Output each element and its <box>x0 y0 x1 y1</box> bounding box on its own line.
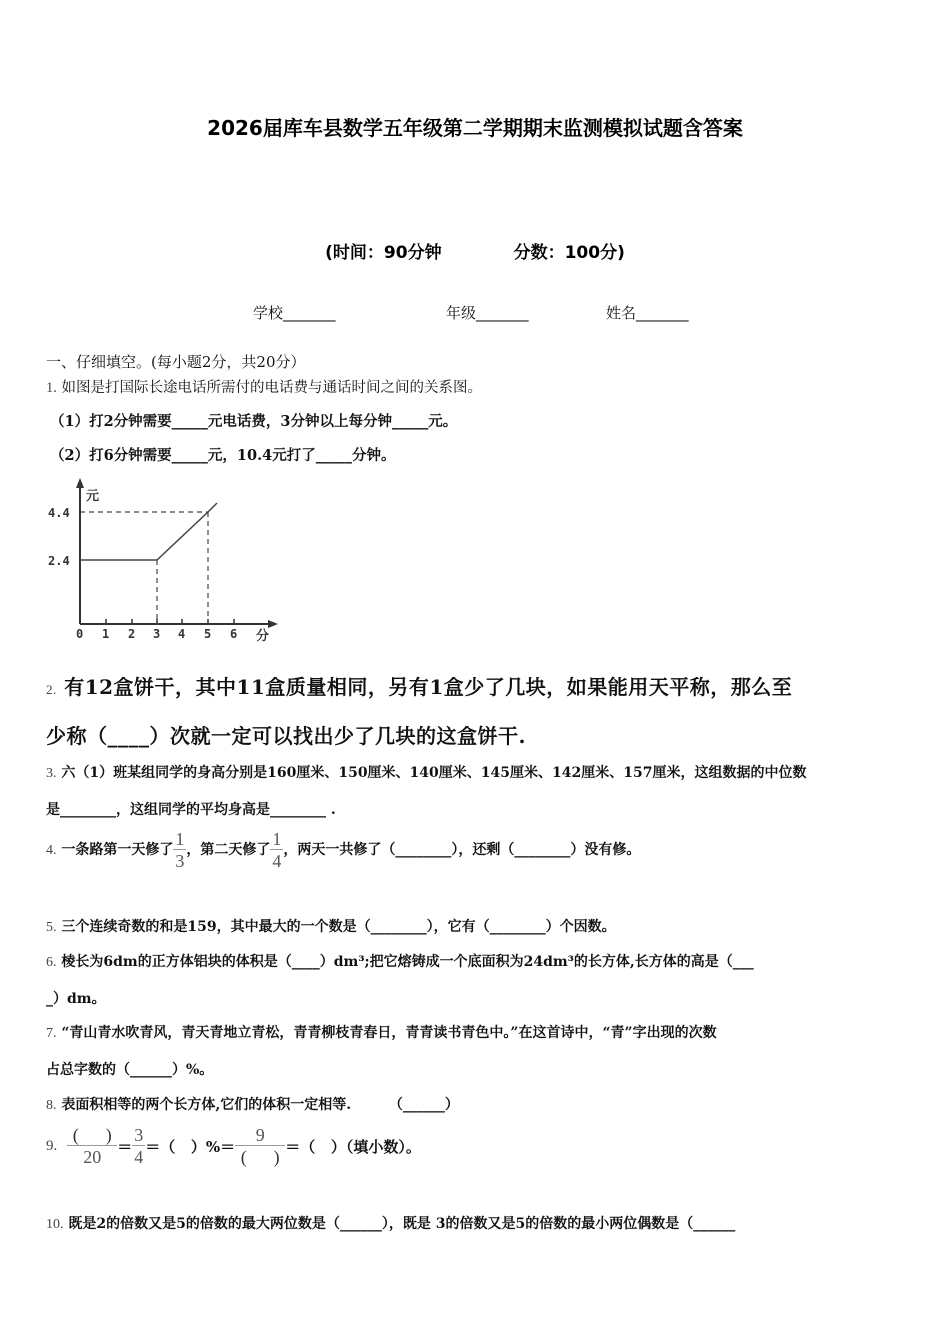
question-text: 如图是打国际长途电话所需付的电话费与通话时间之间的关系图。 <box>61 380 482 396</box>
question-text: 有12盒饼干，其中11盒质量相同，另有1盒少了几块，如果能用天平称，那么至 <box>64 675 793 699</box>
question-text: “青山青水吹青风，青天青地立青松，青青柳枝青春日，青青读书青色中。”在这首诗中，“青”字出现的次数 <box>61 1025 717 1041</box>
svg-text:2: 2 <box>128 627 136 641</box>
question-text: ，第二天修了 <box>186 842 271 858</box>
question-number: 9. <box>46 1137 58 1154</box>
svg-text:3: 3 <box>153 627 161 641</box>
fraction-9-over-blank <box>235 1126 285 1166</box>
question-text: 既是2的倍数又是5的倍数的最大两位数是（______），既是 3的倍数又是5的倍数的最小两位偶数是（______ <box>68 1216 736 1232</box>
grade-label: 年级 <box>446 304 477 322</box>
time-limit: (时间：90分钟 <box>325 243 442 263</box>
question-10 <box>46 1213 735 1233</box>
question-6-line-2: _）dm。 <box>46 991 106 1007</box>
question-2-line-1 <box>46 671 792 700</box>
question-number: 6. <box>46 955 57 970</box>
denominator: ( ) <box>235 1145 285 1166</box>
question-number: 8. <box>46 1098 57 1113</box>
denominator: 4 <box>272 851 282 871</box>
grade-blank: _______ <box>476 304 529 322</box>
question-text: 一条路第一天修了 <box>61 842 174 858</box>
question-7-line-1 <box>46 1022 717 1042</box>
question-number: 5. <box>46 920 57 935</box>
question-1 <box>46 376 482 397</box>
question-text: 表面积相等的两个长方体,它们的体积一定相等. <box>61 1097 352 1113</box>
line-chart <box>44 478 284 648</box>
fraction-blank-over-20 <box>67 1126 117 1166</box>
svg-text:0: 0 <box>76 627 84 641</box>
document-title: 2026届库车县数学五年级第二学期期末监测模拟试题含答案 <box>207 116 743 140</box>
question-text: 棱长为6dm的正方体铝块的体积是（____）dm³;把它熔铸成一个底面积为24dm³的长方体,长方体的高是（___ <box>61 954 754 970</box>
question-number: 10. <box>46 1217 64 1232</box>
phone-fee-chart <box>44 478 284 652</box>
svg-text:6: 6 <box>230 627 238 641</box>
school-label: 学校 <box>253 304 284 322</box>
equals-sign: ＝ <box>117 1137 133 1156</box>
percent-blank: ＝（ ）%＝ <box>145 1137 236 1156</box>
name-label: 姓名 <box>606 304 637 322</box>
question-number: 2. <box>46 682 57 697</box>
question-number: 4. <box>46 843 57 858</box>
question-number: 7. <box>46 1026 57 1041</box>
question-text: ，两天一共修了（________），还剩（________）没有修。 <box>283 842 641 858</box>
denominator: 4 <box>134 1147 144 1167</box>
denominator: 3 <box>175 851 185 871</box>
question-4 <box>46 830 640 870</box>
question-6-line-1 <box>46 951 754 971</box>
answer-blank: （______） <box>388 1097 459 1113</box>
fraction-one-fourth <box>270 830 283 870</box>
svg-text:1: 1 <box>102 627 110 641</box>
question-1-part-1: （1）打2分钟需要_____元电话费，3分钟以上每分钟_____元。 <box>50 413 458 430</box>
total-score: 分数：100分) <box>513 243 625 263</box>
question-2-line-2: 少称（____）次就一定可以找出少了几块的这盒饼干. <box>46 724 526 748</box>
svg-text:2.4: 2.4 <box>48 554 70 568</box>
school-field <box>253 302 336 323</box>
name-blank: _______ <box>636 304 689 322</box>
decimal-blank: ＝（ ）（填小数）。 <box>285 1137 421 1156</box>
question-1-part-2: （2）打6分钟需要_____元，10.4元打了_____分钟。 <box>50 447 396 464</box>
question-7-line-2: 占总字数的（______）%。 <box>46 1062 214 1078</box>
svg-text:元: 元 <box>86 489 100 504</box>
grade-field <box>446 302 529 323</box>
denominator: 20 <box>67 1145 117 1166</box>
section-heading: 一、仔细填空。(每小题2分，共20分） <box>46 353 306 371</box>
exam-subtitle <box>0 238 950 263</box>
numerator: 9 <box>255 1125 265 1145</box>
question-3-line-1 <box>46 762 806 782</box>
question-text: 六（1）班某组同学的身高分别是160厘米、150厘米、140厘米、145厘米、142厘米、157厘米，这组数据的中位数 <box>61 765 807 781</box>
question-3-line-2: 是________，这组同学的平均身高是________ . <box>46 802 336 818</box>
name-field <box>606 302 689 323</box>
school-blank: _______ <box>283 304 336 322</box>
question-5 <box>46 916 616 936</box>
question-number: 1. <box>46 380 57 396</box>
numerator: 1 <box>272 829 282 849</box>
question-9 <box>46 1126 421 1166</box>
question-8 <box>46 1094 459 1114</box>
numerator: 1 <box>175 829 185 849</box>
svg-text:5: 5 <box>204 627 212 641</box>
fraction-one-third <box>173 830 186 870</box>
numerator: ( ) <box>72 1125 112 1145</box>
numerator: 3 <box>134 1125 144 1145</box>
fraction-three-fourths <box>132 1126 145 1166</box>
svg-text:4: 4 <box>178 627 186 641</box>
question-number: 3. <box>46 766 57 781</box>
svg-text:分: 分 <box>256 629 270 644</box>
question-text: 三个连续奇数的和是159，其中最大的一个数是（________），它有（________）个因数。 <box>61 919 616 935</box>
svg-text:4.4: 4.4 <box>48 506 70 520</box>
